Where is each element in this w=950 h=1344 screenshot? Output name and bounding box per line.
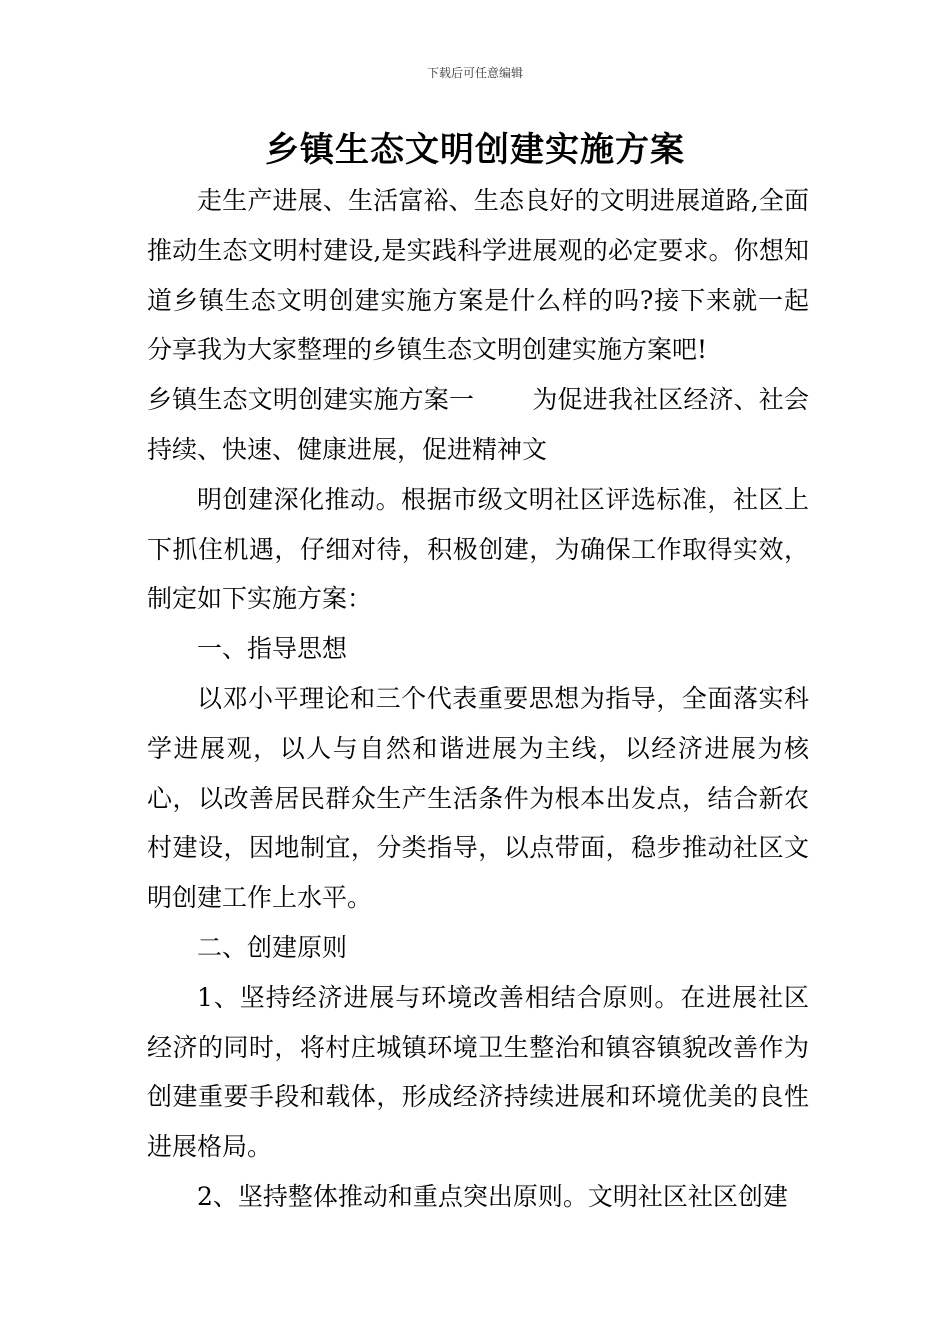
- principle-1: 1、坚持经济进展与环境改善相结合原则。在进展社区经济的同时，将村庄城镇环境卫生整治和镇容镇貌改善作为创建重要手段和载体，形成经济持续进展和环境优美的良性进展格局。: [147, 982, 809, 1162]
- header-note: 下载后可任意编辑: [426, 66, 523, 80]
- document-title: 乡镇生态文明创建实施方案: [265, 130, 685, 170]
- section-lead-line: [147, 375, 809, 475]
- paragraph-1: 明创建深化推动。根据市级文明社区评选标准，社区上下抓住机遇，仔细对待，积极创建，为确保工作取得实效，制定如下实施方案：: [147, 484, 809, 614]
- principle-2: 2、坚持整体推动和重点突出原则。文明社区社区创建: [197, 1181, 788, 1211]
- heading-principles: 二、创建原则: [197, 932, 348, 962]
- intro-paragraph: 走生产进展、生活富裕、生态良好的文明进展道路,全面推动生态文明村建设,是实践科学进展观的必定要求。你想知道乡镇生态文明创建实施方案是什么样的吗?接下来就一起分享我为大家整理的乡镇生态文明创建实施方案吧!: [147, 186, 809, 365]
- section-lead: 为促进我社区经济、社会持续、快速、健康进展，促进精神文: [147, 385, 809, 464]
- document-body: [147, 176, 809, 1222]
- paragraph-2: 以邓小平理论和三个代表重要思想为指导，全面落实科学进展观，以人与自然和谐进展为主线，以经济进展为核心，以改善居民群众生产生活条件为根本出发点，结合新农村建设，因地制宜，分类指导，以点带面，稳步推动社区文明创建工作上水平。: [147, 683, 809, 913]
- section-title: 乡镇生态文明创建实施方案一: [147, 385, 475, 415]
- heading-guiding-ideology: 一、指导思想: [197, 634, 348, 664]
